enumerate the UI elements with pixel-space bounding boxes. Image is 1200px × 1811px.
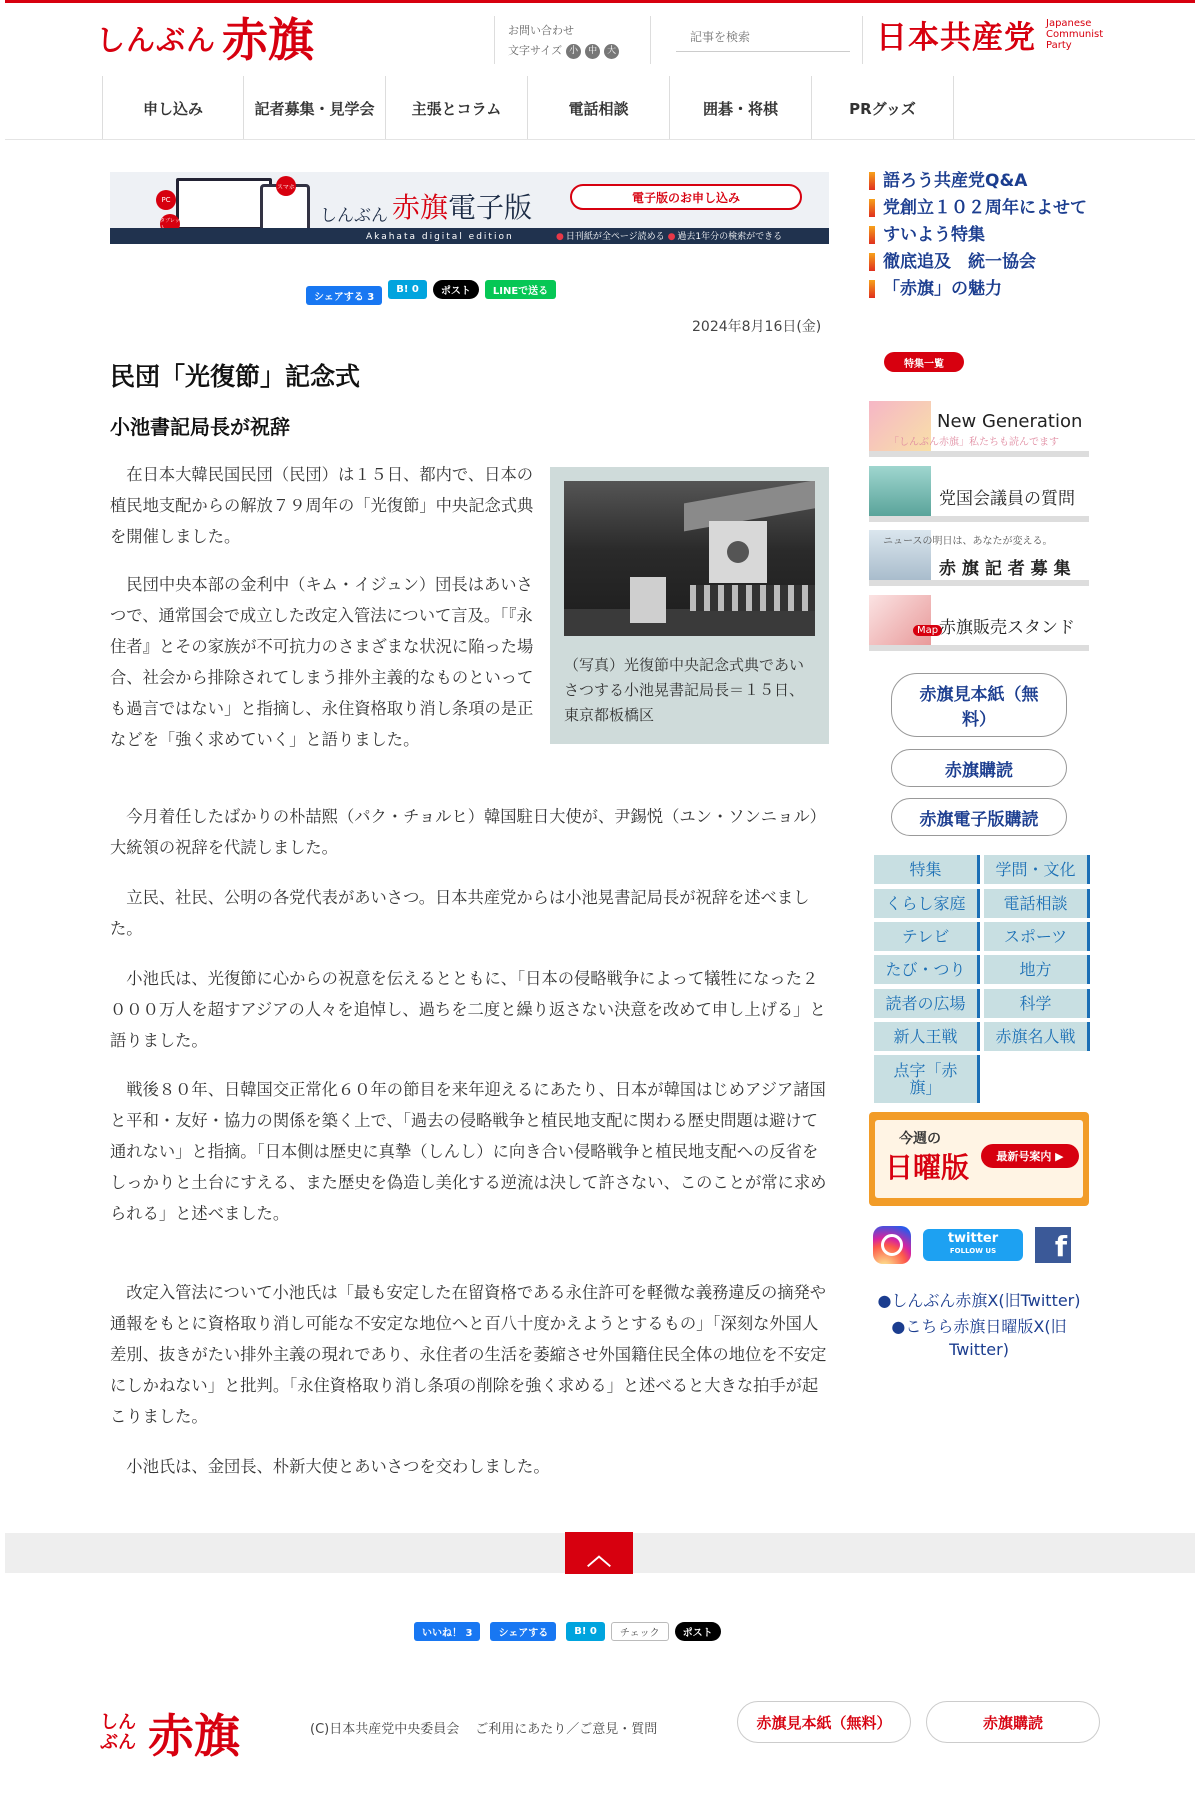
category-shinjin-sen[interactable]: 新人王戦	[874, 1022, 980, 1051]
share-bar-bottom	[414, 1622, 721, 1641]
line-send-button[interactable]: LINEで送る	[485, 280, 556, 299]
twitter-sublabel: FOLLOW US	[949, 1247, 997, 1255]
article-paragraph: 立民、社民、公明の各党代表があいさつ。日本共産党からは小池晃書記局長が祝辞を述べました。	[110, 888, 810, 938]
font-size-small-button[interactable]: 小	[566, 44, 581, 59]
font-size-label: 文字サイズ	[508, 44, 563, 57]
sidebar-link-label: 「赤旗」の魅力	[883, 279, 1002, 299]
sunday-edition-banner[interactable]	[869, 1112, 1089, 1206]
category-feature[interactable]: 特集	[874, 855, 980, 884]
banner-sublabel: 「しんぶん赤旗」私たちも読んでます	[889, 437, 1059, 448]
jcp-logo[interactable]	[876, 12, 1103, 57]
chevron-up-icon: ︿	[587, 1541, 611, 1570]
banner-title-rest: 電子版	[448, 191, 533, 224]
footer-text	[310, 1718, 657, 1737]
mixi-check-button[interactable]: チェック	[611, 1622, 669, 1641]
banner-sublabel: ニュースの明日は、あなたが変える。	[883, 536, 1053, 547]
font-size-medium-button[interactable]: 中	[585, 44, 600, 59]
digital-apply-button[interactable]: 電子版のお申し込み	[570, 184, 802, 210]
banner-title-red: 赤旗	[392, 191, 449, 224]
banner-subtitle: Akahata digital edition	[366, 232, 514, 242]
footer-links[interactable]: ご利用にあたり／ご意見・質問	[475, 1722, 658, 1737]
logo-big-text: 赤旗	[222, 13, 315, 67]
article-date: 2024年8月16日(金)	[692, 319, 822, 335]
banner-notes	[556, 229, 782, 242]
photo-flag-shape	[709, 521, 767, 583]
jcp-en-1: Japanese	[1046, 18, 1092, 29]
category-braille[interactable]: 点字「赤旗」	[874, 1055, 980, 1103]
tablet-badge: タブレッ	[160, 214, 180, 234]
copyright: (C)日本共産党中央委員会	[310, 1722, 460, 1737]
subscribe-button[interactable]: 赤旗購読	[891, 749, 1067, 787]
jcp-en-2: Communist	[1046, 29, 1104, 40]
photo-caption: （写真）光復節中央記念式典であいさつする小池晃書記局長＝１５日、東京都板橋区	[564, 656, 805, 724]
nav-apply[interactable]: 申し込み	[102, 76, 244, 140]
map-badge: Map	[913, 625, 942, 636]
sidebar-link-unification-church[interactable]	[869, 253, 1089, 272]
category-tv[interactable]: テレビ	[874, 922, 980, 951]
facebook-share-button[interactable]: シェアする	[490, 1622, 556, 1641]
article-photo-box	[550, 467, 829, 744]
x-post-button[interactable]: ポスト	[675, 1622, 721, 1641]
header-divider	[650, 16, 651, 64]
article-paragraph: 小池氏は、金団長、朴新大使とあいさつを交わしました。	[126, 1457, 550, 1476]
share-bar-top	[306, 274, 556, 305]
banner-label: 赤旗販売スタンド	[939, 618, 1075, 638]
category-travel-fishing[interactable]: たび・つり	[874, 955, 980, 984]
x-link-sunday[interactable]: ●こちら赤旗日曜版X(旧Twitter)	[891, 1317, 1067, 1359]
category-sports[interactable]: スポーツ	[984, 922, 1090, 951]
header-divider	[862, 16, 863, 64]
twitter-follow-icon[interactable]	[923, 1229, 1023, 1261]
footer-logo-big: 赤旗	[148, 1709, 240, 1763]
category-regional[interactable]: 地方	[984, 955, 1090, 984]
article-paragraph: 民団中央本部の金利中（キム・イジュン）団長はあいさつで、通常国会で成立した改定入管法について言及。「『永住者』とその家族が不可抗力のさまざまな状況に陥った場合、社会から排除されてしまう排外主義的なものといっても過言ではない」と指摘し、永住資格取り消し条項の是正などを「強く求めていく」と語りました。	[110, 575, 534, 749]
facebook-like-button[interactable]: いいね！ 3	[414, 1622, 480, 1641]
hatena-bookmark-button[interactable]: B! 0	[388, 280, 427, 299]
search-input[interactable]	[676, 22, 850, 52]
sidebar-link-qa[interactable]	[869, 172, 1089, 191]
article-paragraph: 小池氏は、光復節に心からの祝意を伝えるとともに、「日本の侵略戦争によって犠牲になった２０００万人を超すアジアの人々を追悼し、過ちを二度と繰り返さない決意を改めて申し上げる」と語りました。	[110, 969, 826, 1050]
category-life[interactable]: くらし家庭	[874, 889, 980, 918]
footer-sample-button[interactable]: 赤旗見本紙（無料）	[737, 1701, 911, 1743]
sidebar-link-label: すいよう特集	[883, 225, 985, 245]
nav-divider	[5, 139, 1195, 140]
social-icons	[873, 1226, 1071, 1264]
diet-building-icon	[869, 466, 931, 516]
sunday-label-2: 日曜版	[885, 1151, 970, 1184]
nav-recruitment[interactable]: 記者募集・見学会	[244, 76, 386, 140]
devices-illustration	[156, 176, 296, 234]
diet-questions-banner[interactable]	[869, 466, 1089, 522]
stand-icon	[869, 595, 931, 645]
article-subtitle: 小池書記局長が祝辞	[110, 415, 290, 439]
article-paragraph: 在日本大韓民国民団（民団）は１５日、都内で、日本の植民地支配からの解放７９周年の「光復節」中央記念式典を開催しました。	[110, 465, 534, 546]
link-bar-icon	[869, 226, 875, 244]
instagram-icon[interactable]	[873, 1226, 911, 1264]
facebook-share-button[interactable]: シェアする 3	[306, 286, 382, 305]
hatena-bookmark-button[interactable]: B! 0	[566, 1622, 605, 1641]
digital-edition-banner[interactable]	[110, 172, 829, 244]
link-bar-icon	[869, 172, 875, 190]
jcp-english	[1046, 18, 1103, 51]
photo-stage-shape	[564, 609, 815, 636]
sunday-label-1: 今週の	[899, 1131, 941, 1147]
x-post-button[interactable]: ポスト	[433, 280, 479, 299]
banner-label: 党国会議員の質問	[939, 489, 1075, 509]
facebook-icon[interactable]: f	[1035, 1227, 1071, 1263]
photo-podium-shape	[630, 577, 666, 623]
banner-label: 赤 旗 記 者 募 集	[939, 559, 1071, 579]
x-link-akahata[interactable]: ●しんぶん赤旗X(旧Twitter)	[877, 1291, 1081, 1310]
header-divider	[494, 16, 495, 64]
footer-logo-small: しんぶん	[100, 1712, 136, 1753]
akahata-logo[interactable]	[96, 13, 315, 67]
category-readers[interactable]: 読者の広場	[874, 989, 980, 1018]
article-photo[interactable]	[564, 481, 815, 636]
new-generation-banner[interactable]	[869, 401, 1089, 457]
pc-badge: PC	[156, 190, 176, 210]
category-meijin-sen[interactable]: 赤旗名人戦	[984, 1022, 1090, 1051]
jcp-en-3: Party	[1046, 40, 1072, 51]
article-paragraph: 今月着任したばかりの朴喆熙（パク・チョルヒ）韓国駐日大使が、尹錫悦（ユン・ソンニョル）大統領の祝辞を代読しました。	[110, 807, 826, 857]
banner-title	[320, 186, 532, 226]
twitter-label: twitter	[947, 1231, 999, 1246]
jcp-name: 日本共産党	[876, 20, 1036, 56]
photo-people-shape	[690, 585, 815, 611]
link-bar-icon	[869, 253, 875, 271]
sidebar-link-label: 党創立１０２周年によせて	[883, 198, 1087, 218]
reporter-recruit-banner[interactable]	[869, 530, 1089, 586]
banner-rule	[869, 516, 1089, 522]
article-paragraph: 改定入管法について小池氏は「最も安定した在留資格である永住許可を軽微な義務違反の摘発や通報をもとに資格取り消し可能な不安定な地位へと百八十度かえようとするもの」「深刻な外国人差別、抜きがたい排外主義の現れであり、永住者の生活を萎縮させ外国籍住民全体の地位を不安定にしかねない」と批判。「永住資格取り消し条項の削除を強く求める」と述べると大きな拍手が起こりました。	[110, 1283, 827, 1426]
font-size-large-button[interactable]: 大	[604, 44, 619, 59]
smartphone-badge: スマホ	[276, 176, 296, 196]
top-accent-bar	[5, 0, 1195, 3]
sales-stand-banner[interactable]	[869, 595, 1089, 651]
sidebar-link-anniversary[interactable]	[869, 199, 1089, 218]
banner-title-small: しんぶん	[320, 206, 388, 226]
sidebar-link-label: 徹底追及 統一協会	[883, 252, 1036, 272]
banner-rule	[869, 645, 1089, 651]
sidebar-link-appeal[interactable]	[869, 280, 1089, 299]
footer-logo[interactable]	[100, 1700, 240, 1766]
article-title: 民団「光復節」記念式	[110, 362, 361, 391]
category-culture[interactable]: 学問・文化	[984, 855, 1090, 884]
header-utilities	[508, 21, 619, 61]
category-science[interactable]: 科学	[984, 989, 1090, 1018]
feature-list-button[interactable]: 特集一覧	[884, 352, 964, 372]
link-bar-icon	[869, 199, 875, 217]
banner-note-1: ● 日刊紙が全ページ読める	[556, 232, 665, 242]
banner-note-2: ● 過去1年分の検索ができる	[668, 232, 783, 242]
logo-small-text: しんぶん	[96, 23, 217, 57]
contact-link[interactable]: お問い合わせ	[508, 24, 574, 37]
nav-editorials[interactable]: 主張とコラム	[386, 76, 528, 140]
footer-subscribe-button[interactable]: 赤旗購読	[926, 1701, 1100, 1743]
sidebar-featured-links	[869, 172, 1089, 307]
pc-icon	[176, 178, 272, 230]
main-nav	[102, 76, 954, 140]
banner-rule	[869, 580, 1089, 586]
latest-issue-button[interactable]: 最新号案内 ▶	[981, 1144, 1079, 1168]
sample-paper-button[interactable]: 赤旗見本紙（無料）	[891, 673, 1067, 737]
digital-subscribe-button[interactable]: 赤旗電子版購読	[891, 798, 1067, 836]
back-to-top-button[interactable]	[565, 1532, 633, 1574]
sidebar-link-wednesday[interactable]	[869, 226, 1089, 245]
nav-pr-goods[interactable]: PRグッズ	[812, 76, 954, 140]
link-bar-icon	[869, 280, 875, 298]
nav-phone-consult[interactable]: 電話相談	[528, 76, 670, 140]
article-paragraph: 戦後８０年、日韓国交正常化６０年の節目を来年迎えるにあたり、日本が韓国はじめアジア諸国と平和・友好・協力の関係を築く上で、「過去の侵略戦争と植民地支配に関わる歴史問題は避けて通れない」と指摘。「日本側は歴史に真摯（しんし）に向き合い侵略戦争と植民地支配への反省をしっかりと土台にすえる、また歴史を偽造し美化する逆流は決して許さない、このことが常に求められる」と述べました。	[110, 1080, 827, 1223]
nav-go-shogi[interactable]: 囲碁・将棋	[670, 76, 812, 140]
sidebar-link-label: 語ろう共産党Q&A	[883, 171, 1028, 191]
banner-rule	[869, 451, 1089, 457]
banner-label: New Generation	[937, 411, 1083, 432]
category-phone-consult[interactable]: 電話相談	[984, 889, 1090, 918]
